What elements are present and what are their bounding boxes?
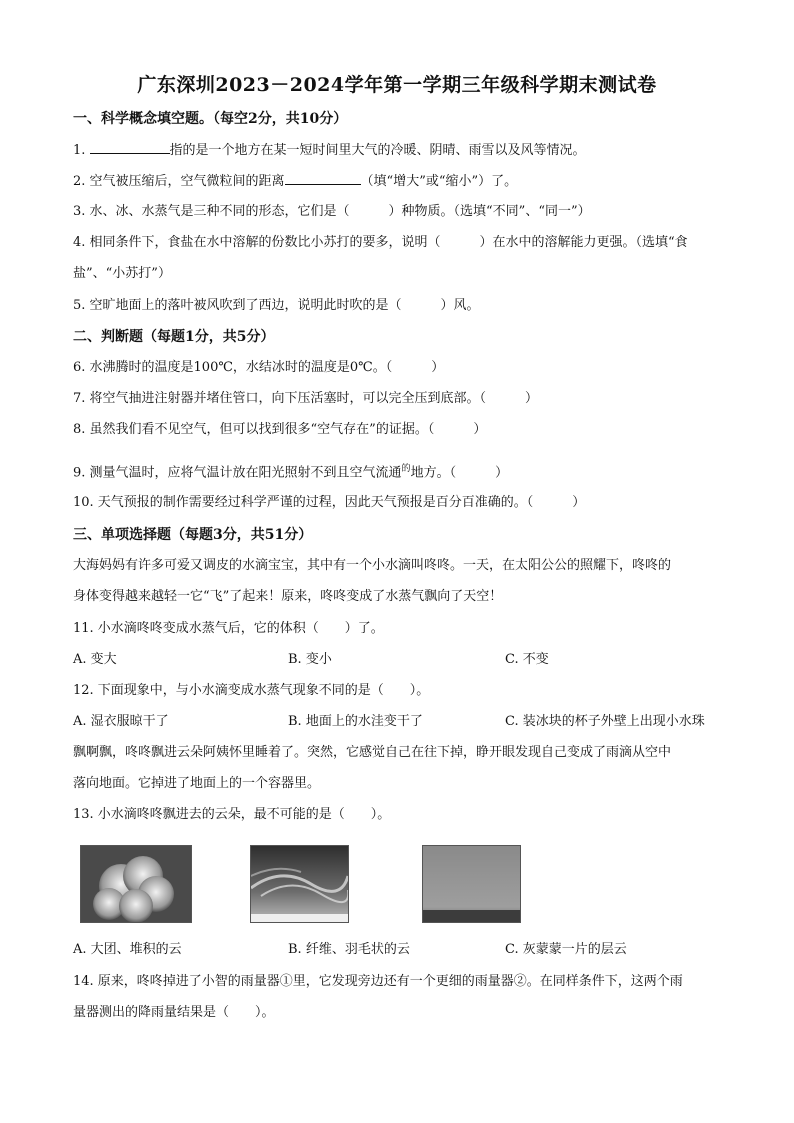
question-12-stem: 12. 下面现象中，与小水滴变成水蒸气现象不同的是（ ）。 <box>73 683 430 698</box>
option-b: B. 纤维、羽毛状的云 <box>288 942 410 957</box>
cirrus-cloud-photo <box>250 845 349 923</box>
question-5: 5. 空旷地面上的落叶被风吹到了西边，说明此时吹的是（ ）风。 <box>73 298 480 313</box>
page-title: 广东深圳2023－2024学年第一学期三年级科学期末测试卷 <box>137 74 657 96</box>
story-paragraph-1-line-2: 身体变得越来越轻一它“飞”了起来！原来，咚咚变成了水蒸气飘向了天空！ <box>73 589 503 604</box>
question-9-prefix: 9. 测量气温时，应将气温计放在阳光照射不到且空气流通 <box>73 465 402 481</box>
question-9 <box>73 460 733 482</box>
question-3: 3. 水、冰、水蒸气是三种不同的形态，它们是（ ）种物质。（选填“不同”、“同一”） <box>73 204 591 219</box>
question-9-mark: 的 <box>401 464 411 474</box>
question-6: 6. 水沸腾时的温度是100℃，水结冰时的温度是0℃。（ ） <box>73 360 445 375</box>
option-b: B. 变小 <box>288 652 332 667</box>
question-4-line-2: 盐”、“小苏打”） <box>73 266 171 281</box>
option-a: A. 大团、堆积的云 <box>73 942 182 957</box>
section-heading-2: 二、判断题（每题1分，共5分） <box>73 329 275 345</box>
story-paragraph-1-line-1: 大海妈妈有许多可爱又调皮的水滴宝宝，其中有一个小水滴叫咚咚。一天，在太阳公公的照耀下，咚咚的 <box>73 558 672 573</box>
question-9-suffix: 地方。（ ） <box>410 465 509 481</box>
section-heading-1: 一、科学概念填空题。（每空2分，共10分） <box>73 111 348 127</box>
option-c: C. 灰蒙蒙一片的层云 <box>505 942 627 957</box>
question-2-prefix: 2. 空气被压缩后，空气微粒间的距离 <box>73 174 285 189</box>
question-1 <box>73 141 733 160</box>
story-paragraph-2-line-1: 飘啊飘，咚咚飘进云朵阿姨怀里睡着了。突然，它感觉自己在往下掉，睁开眼发现自己变成了雨滴从空中 <box>73 745 672 760</box>
question-14-line-2: 量器测出的降雨量结果是（ ）。 <box>73 1005 275 1020</box>
question-2 <box>73 172 733 191</box>
question-8: 8. 虽然我们看不见空气，但可以找到很多“空气存在”的证据。（ ） <box>73 422 487 437</box>
cumulus-cloud-photo <box>80 845 192 923</box>
question-14-line-1: 14. 原来，咚咚掉进了小智的雨量器①里，它发现旁边还有一个更细的雨量器②。在同样条件下，这两个雨 <box>73 974 683 989</box>
question-13-stem: 13. 小水滴咚咚飘进去的云朵，最不可能的是（ ）。 <box>73 807 391 822</box>
question-2-suffix: （填“增大”或“缩小”）了。 <box>360 174 518 189</box>
answer-blank <box>285 172 361 185</box>
option-a: A. 湿衣服晾干了 <box>73 714 169 729</box>
option-b: B. 地面上的水洼变干了 <box>288 714 423 729</box>
question-10: 10. 天气预报的制作需要经过科学严谨的过程，因此天气预报是百分百准确的。（ ） <box>73 495 586 510</box>
question-11-stem: 11. 小水滴咚咚变成水蒸气后，它的体积（ ）了。 <box>73 621 384 636</box>
option-a: A. 变大 <box>73 652 117 667</box>
stratus-cloud-photo <box>422 845 521 923</box>
answer-blank <box>90 141 170 154</box>
section-heading-3: 三、单项选择题（每题3分，共51分） <box>73 527 313 543</box>
question-7: 7. 将空气抽进注射器并堵住管口，向下压活塞时，可以完全压到底部。（ ） <box>73 391 539 406</box>
option-c: C. 不变 <box>505 652 549 667</box>
story-paragraph-2-line-2: 落向地面。它掉进了地面上的一个容器里。 <box>73 776 321 791</box>
question-1-text: 指的是一个地方在某一短时间里大气的冷暖、阴晴、雨雪以及风等情况。 <box>169 143 586 158</box>
question-4-line-1: 4. 相同条件下，食盐在水中溶解的份数比小苏打的要多，说明（ ）在水中的溶解能力更强。（选填“食 <box>73 235 688 250</box>
question-1-number: 1. <box>73 143 86 158</box>
option-c: C. 装冰块的杯子外壁上出现小水珠 <box>505 714 705 729</box>
